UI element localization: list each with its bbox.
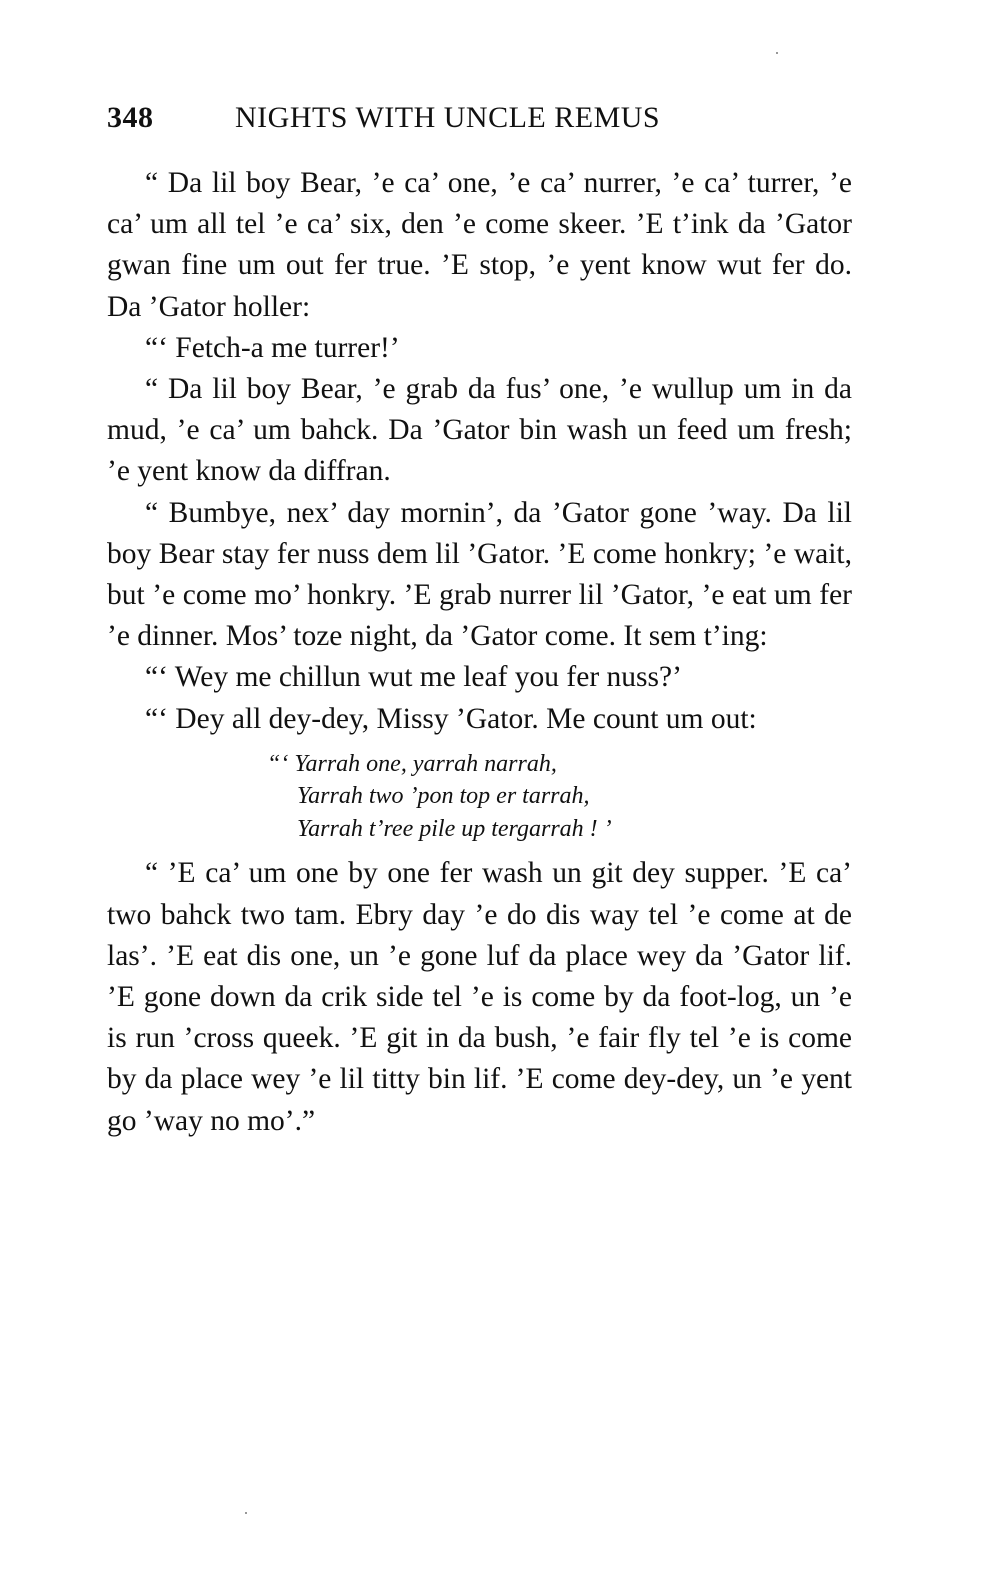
- paragraph: “ Bumbye, nex’ day mornin’, da ’Gator gone ’way. Da lil boy Bear stay fer nuss dem lil ’Gator. ’E come honkry; ’e wait, but ’e come mo’ honkry. ’E grab nurrer lil ’Gator, ’e eat um fer ’e dinner. Mos’ toze night, da ’Gator come. It sem t’ing:: [107, 496, 852, 653]
- verse-line: Yarrah two ’pon top er tarrah,: [297, 783, 590, 810]
- page-header: [107, 101, 867, 141]
- paragraph: “‘ Wey me chillun wut me leaf you fer nuss?’: [145, 661, 682, 694]
- scan-speck: [245, 1512, 247, 1514]
- verse-block: [267, 748, 852, 846]
- paragraph: “ Da lil boy Bear, ’e ca’ one, ’e ca’ nurrer, ’e ca’ turrer, ’e ca’ um all tel ’e ca’ six, den ’e come skeer. ’E t’ink da ’Gator gwan fine um out fer true. ’E stop, ’e yent know wut fer do. Da ’Gator holler:: [107, 167, 852, 323]
- verse-line: “‘ Yarrah one, yarrah narrah,: [267, 750, 557, 777]
- page-number: 348: [107, 101, 154, 134]
- paragraph: “‘ Dey all dey-dey, Missy ’Gator. Me count um out:: [145, 702, 757, 735]
- running-head: NIGHTS WITH UNCLE REMUS: [235, 101, 661, 134]
- scan-speck: [776, 52, 778, 54]
- verse-line: Yarrah t’ree pile up tergarrah ! ’: [297, 815, 612, 842]
- paragraph: “ ’E ca’ um one by one fer wash un git dey supper. ’E ca’ two bahck two tam. Ebry day ’e do dis way tel ’e come at de las’. ’E eat dis one, un ’e gone luf da place wey da ’Gator lif. ’E gone down da crik side tel ’e is come by da foot-log, un ’e is run ’cross queek. ’E git in da bush, ’e fair fly tel ’e is come by da place wey ’e lil titty bin lif. ’E come dey-dey, un ’e yent go ’way no mo’.”: [107, 857, 852, 1137]
- paragraph: “ Da lil boy Bear, ’e grab da fus’ one, ’e wullup um in da mud, ’e ca’ um bahck. Da ’Gator bin wash un feed um fresh; ’e yent know da diffran.: [107, 373, 852, 488]
- paragraph: “‘ Fetch-a me turrer!’: [145, 331, 400, 364]
- body-text: [107, 163, 852, 1142]
